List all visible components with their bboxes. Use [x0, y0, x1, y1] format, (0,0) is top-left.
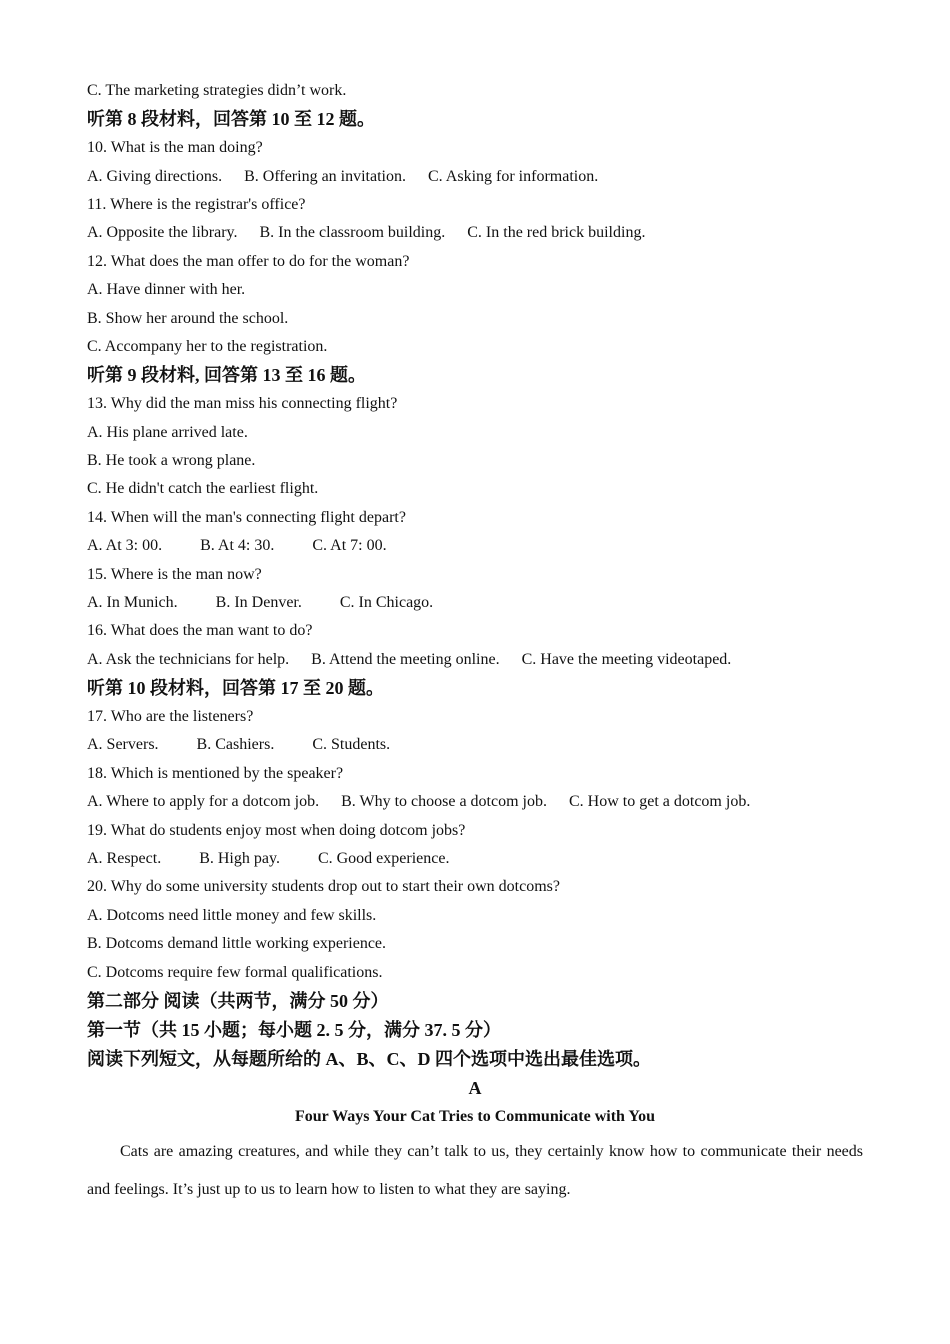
option-a: A. Have dinner with her. — [87, 281, 246, 299]
option-c: C. Students. — [312, 736, 391, 754]
question-15-options — [87, 589, 863, 617]
question-12: 12. What does the man offer to do for the woman? — [87, 252, 410, 270]
passage-label: A — [468, 1077, 482, 1098]
question-14: 14. When will the man's connecting flight depart? — [87, 508, 406, 526]
part-two-heading: 第二部分 阅读（共两节，满分 50 分） — [87, 991, 389, 1011]
question-11: 11. Where is the registrar's office? — [87, 196, 306, 214]
option-c: C. Asking for information. — [428, 167, 599, 185]
option-b: B. Why to choose a dotcom job. — [341, 793, 547, 811]
option-b: B. Attend the meeting online. — [311, 650, 500, 668]
reading-instructions: 阅读下列短文，从每题所给的 A、B、C、D 四个选项中选出最佳选项。 — [87, 1048, 651, 1069]
section-heading-8: 听第 8 段材料，回答第 10 至 12 题。 — [87, 109, 375, 130]
question-10: 10. What is the man doing? — [87, 139, 263, 157]
question-10-options — [87, 163, 863, 191]
question-20: 20. Why do some university students drop out to start their own dotcoms? — [87, 878, 560, 896]
option-c: C. How to get a dotcom job. — [569, 793, 751, 811]
question-18: 18. Which is mentioned by the speaker? — [87, 764, 344, 782]
section-heading-9: 听第 9 段材料, 回答第 13 至 16 题。 — [87, 365, 366, 386]
question-15: 15. Where is the man now? — [87, 565, 262, 583]
option-a: A. Where to apply for a dotcom job. — [87, 793, 320, 811]
option-c: C. In the red brick building. — [467, 224, 646, 242]
option-a: A. Giving directions. — [87, 167, 223, 185]
option-c: C. Have the meeting videotaped. — [521, 650, 732, 668]
option-a: A. His plane arrived late. — [87, 423, 248, 441]
passage-paragraph: Cats are amazing creatures, and while they can’t talk to us, they certainly know how to communicate their needs and feelings. It’s just up to us to learn how to listen to what they are saying. — [87, 1142, 863, 1198]
exam-page — [87, 77, 863, 1209]
option-b: B. He took a wrong plane. — [87, 452, 256, 470]
option-b: B. Dotcoms demand little working experience. — [87, 935, 387, 953]
question-16: 16. What does the man want to do? — [87, 622, 313, 640]
question-18-options — [87, 788, 863, 816]
option-b: B. High pay. — [199, 850, 280, 868]
option-b: B. In Denver. — [215, 594, 302, 612]
option-b: B. At 4: 30. — [200, 537, 275, 555]
option-b: B. In the classroom building. — [259, 224, 446, 242]
option-b: B. Show her around the school. — [87, 309, 289, 327]
option-c: C. Accompany her to the registration. — [87, 338, 328, 356]
question-19: 19. What do students enjoy most when doing dotcom jobs? — [87, 821, 466, 839]
option-a: A. Dotcoms need little money and few skills. — [87, 906, 377, 924]
option-b: B. Cashiers. — [196, 736, 275, 754]
option-c: C. Good experience. — [317, 850, 450, 868]
question-14-options — [87, 532, 863, 560]
option-a: A. Opposite the library. — [87, 224, 238, 242]
option-b: B. Offering an invitation. — [244, 167, 406, 185]
option-c: C. He didn't catch the earliest flight. — [87, 480, 319, 498]
option-a: A. At 3: 00. — [87, 537, 163, 555]
option-c: C. At 7: 00. — [312, 537, 387, 555]
question-17: 17. Who are the listeners? — [87, 708, 254, 726]
question-19-options — [87, 845, 863, 873]
section-heading-10: 听第 10 段材料，回答第 17 至 20 题。 — [87, 678, 384, 699]
option-c: C. Dotcoms require few formal qualifications. — [87, 963, 383, 981]
option-a: A. Respect. — [87, 850, 162, 868]
section-one-heading: 第一节（共 15 小题；每小题 2. 5 分，满分 37. 5 分） — [87, 1019, 501, 1040]
question-13: 13. Why did the man miss his connecting flight? — [87, 395, 398, 413]
option-line: C. The marketing strategies didn’t work. — [87, 82, 347, 99]
option-a: A. In Munich. — [87, 594, 178, 612]
option-c: C. In Chicago. — [339, 594, 434, 612]
question-11-options — [87, 219, 863, 247]
question-17-options — [87, 731, 863, 759]
option-a: A. Servers. — [87, 736, 159, 754]
option-a: A. Ask the technicians for help. — [87, 650, 290, 668]
question-16-options — [87, 646, 863, 674]
passage-title: Four Ways Your Cat Tries to Communicate with You — [294, 1107, 655, 1125]
